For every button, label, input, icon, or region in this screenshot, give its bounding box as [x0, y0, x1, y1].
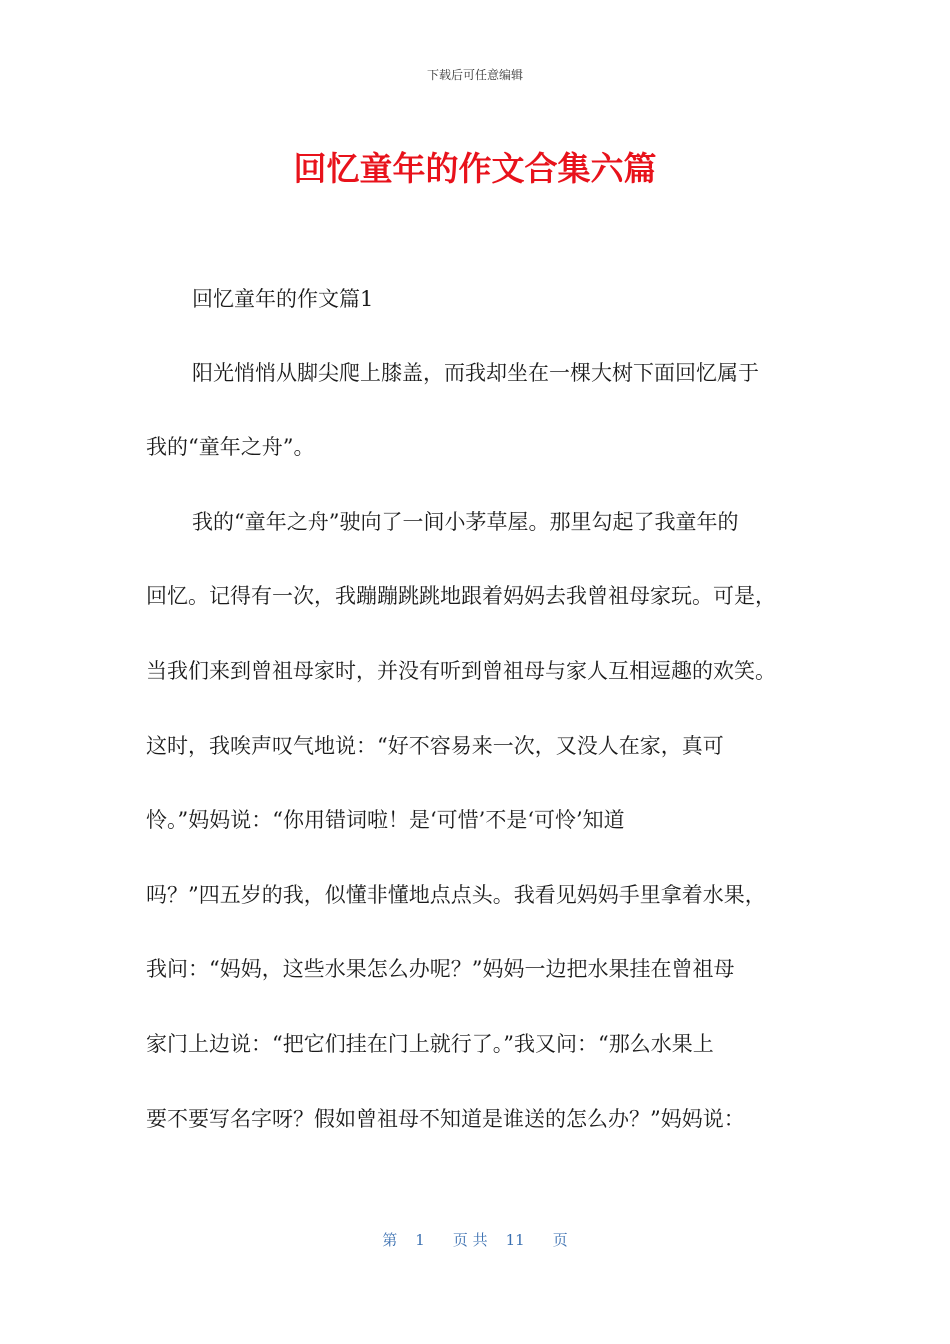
paragraph-line: 我问：“妈妈，这些水果怎么办呢？”妈妈一边把水果挂在曾祖母	[146, 957, 735, 981]
document-title: 回忆童年的作文合集六篇	[293, 149, 657, 188]
paragraph-line: 当我们来到曾祖母家时，并没有听到曾祖母与家人互相逗趣的欢笑。	[146, 659, 776, 683]
footer-page-number: 1	[415, 1231, 425, 1249]
paragraph-line: 回忆。记得有一次，我蹦蹦跳跳地跟着妈妈去我曾祖母家玩。可是，	[146, 584, 776, 608]
paragraph-line: 家门上边说：“把它们挂在门上就行了。”我又问：“那么水果上	[146, 1032, 714, 1056]
paragraph-line: 要不要写名字呀？假如曾祖母不知道是谁送的怎么办？”妈妈说：	[146, 1107, 745, 1131]
paragraph-line: 这时，我唉声叹气地说：“好不容易来一次，又没人在家，真可	[146, 734, 724, 758]
page-footer	[0, 1229, 950, 1250]
paragraph-line: 阳光悄悄从脚尖爬上膝盖，而我却坐在一棵大树下面回忆属于	[192, 361, 759, 385]
footer-prefix: 第	[382, 1231, 398, 1249]
footer-mid: 页 共	[452, 1231, 488, 1249]
footer-suffix: 页	[552, 1231, 568, 1249]
footer-total-pages: 11	[505, 1231, 525, 1249]
section-heading: 回忆童年的作文篇1	[192, 287, 374, 311]
paragraph-line: 我的“童年之舟”。	[146, 435, 315, 459]
header-note: 下载后可任意编辑	[426, 68, 523, 82]
paragraph-line: 我的“童年之舟”驶向了一间小茅草屋。那里勾起了我童年的	[192, 510, 739, 534]
paragraph-line: 吗？”四五岁的我，似懂非懂地点点头。我看见妈妈手里拿着水果，	[146, 883, 766, 907]
paragraph-line: 怜。”妈妈说：“你用错词啦！是‘可惜’不是‘可怜’知道	[146, 808, 625, 832]
